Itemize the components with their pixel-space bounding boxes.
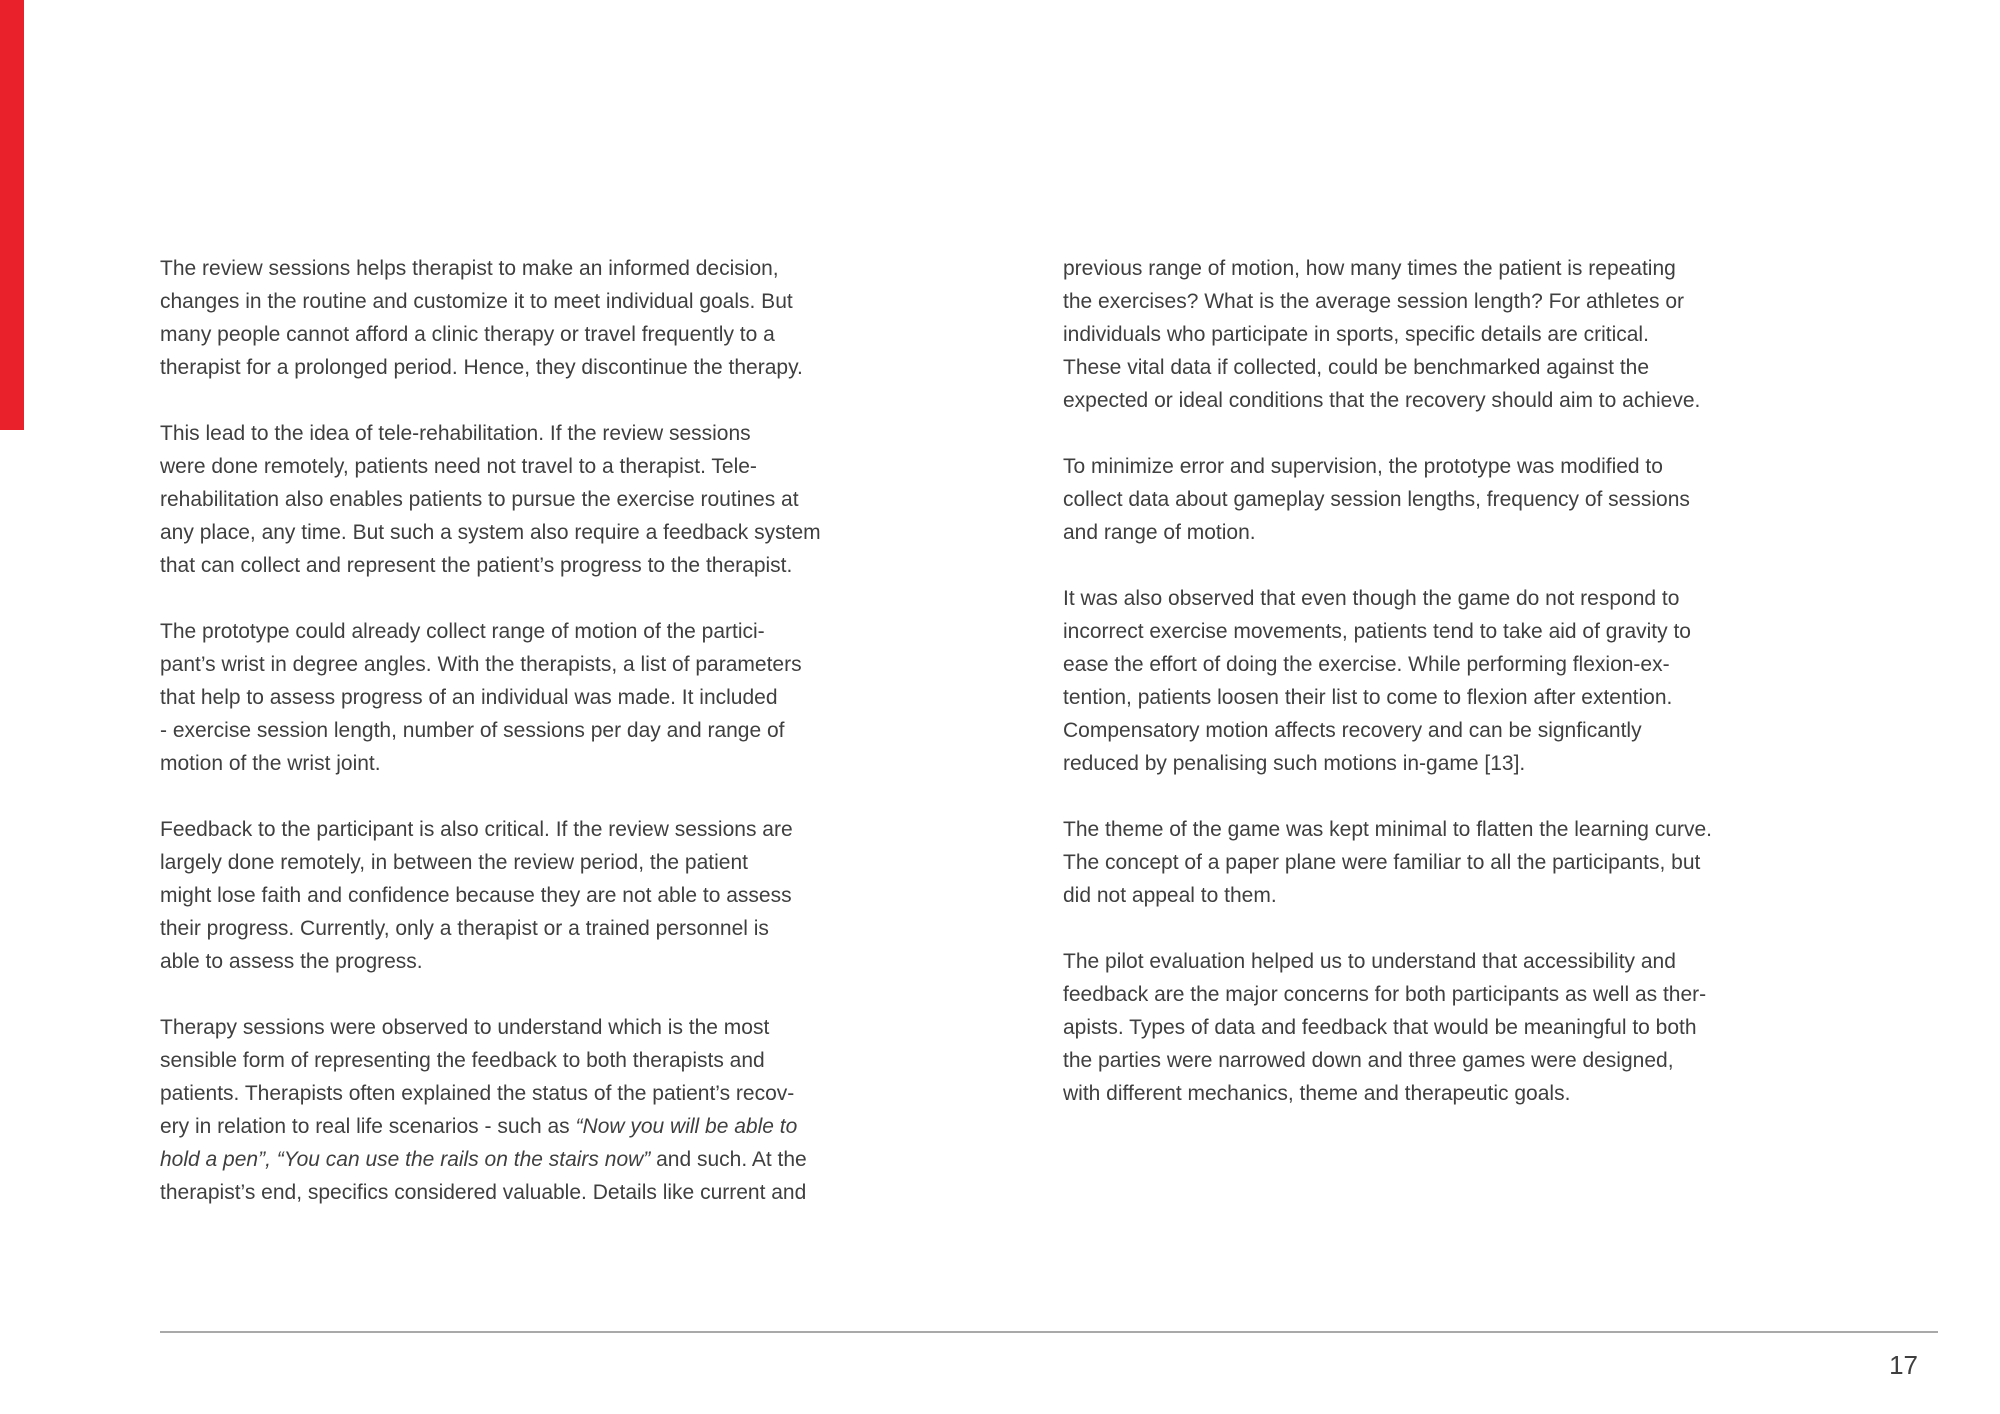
body-text: and such. At the [650,1148,807,1171]
paragraph [1063,945,1925,1110]
body-text: patients. Therapists often explained the status of the patient’s recov- [160,1082,795,1105]
page-number: 17 [1889,1350,1918,1380]
body-text: The pilot evaluation helped us to understand that accessibility and [1063,950,1676,973]
quote-text: hold a pen”, “You can use the rails on the stairs now” [160,1148,651,1171]
body-text: ease the effort of doing the exercise. While performing flexion-ex- [1063,653,1670,676]
body-text: might lose faith and confidence because they are not able to assess [160,884,792,907]
body-text: their progress. Currently, only a therapist or a trained personnel is [160,917,769,940]
body-text: incorrect exercise movements, patients tend to take aid of gravity to [1063,620,1691,643]
body-text: pant’s wrist in degree angles. With the therapists, a list of parameters [160,653,802,676]
paragraph [1063,582,1925,780]
body-text: The review sessions helps therapist to make an informed decision, [160,257,779,280]
body-text: motion of the wrist joint. [160,752,381,775]
body-text: Compensatory motion affects recovery and can be signficantly [1063,719,1642,742]
paragraph [160,417,1005,582]
body-text: tention, patients loosen their list to come to flexion after extention. [1063,686,1673,709]
body-text: did not appeal to them. [1063,884,1277,907]
body-text: largely done remotely, in between the review period, the patient [160,851,748,874]
paragraph [160,813,1005,978]
spine-accent-stripe [0,0,24,430]
body-text: To minimize error and supervision, the prototype was modified to [1063,455,1663,478]
body-text: It was also observed that even though the game do not respond to [1063,587,1680,610]
body-text: many people cannot afford a clinic therapy or travel frequently to a [160,323,775,346]
body-text: previous range of motion, how many times the patient is repeating [1063,257,1676,280]
paragraph [1063,450,1925,549]
paragraph [1063,252,1925,417]
body-text: that help to assess progress of an individual was made. It included [160,686,778,709]
body-text: feedback are the major concerns for both participants as well as ther- [1063,983,1707,1006]
body-text: The prototype could already collect range of motion of the partici- [160,620,765,643]
paragraph [1063,813,1925,912]
body-text: changes in the routine and customize it to meet individual goals. But [160,290,793,313]
body-text: The theme of the game was kept minimal to flatten the learning curve. [1063,818,1713,841]
text-column-right [1063,252,1925,1110]
quote-text: “Now you will be able to [575,1115,798,1138]
body-text: Feedback to the participant is also critical. If the review sessions are [160,818,793,841]
body-text: reduced by penalising such motions in-game [13]. [1063,752,1526,775]
body-text: the parties were narrowed down and three games were designed, [1063,1049,1674,1072]
body-text: therapist for a prolonged period. Hence, they discontinue the therapy. [160,356,803,379]
body-text: Therapy sessions were observed to understand which is the most [160,1016,770,1039]
body-text: rehabilitation also enables patients to pursue the exercise routines at [160,488,799,511]
paragraph [160,615,1005,780]
paragraph [160,252,1005,384]
body-text: and range of motion. [1063,521,1256,544]
body-text: sensible form of representing the feedback to both therapists and [160,1049,765,1072]
body-text: individuals who participate in sports, specific details are critical. [1063,323,1649,346]
body-text: the exercises? What is the average session length? For athletes or [1063,290,1684,313]
body-text: were done remotely, patients need not travel to a therapist. Tele- [160,455,757,478]
footer-rule [160,1331,1938,1333]
text-column-left [160,252,1005,1209]
body-text: apists. Types of data and feedback that would be meaningful to both [1063,1016,1697,1039]
body-text: that can collect and represent the patient’s progress to the therapist. [160,554,793,577]
page-number-row [160,1348,1938,1382]
body-text: therapist’s end, specifics considered valuable. Details like current and [160,1181,807,1204]
body-text: These vital data if collected, could be benchmarked against the [1063,356,1650,379]
body-text: collect data about gameplay session lengths, frequency of sessions [1063,488,1690,511]
body-text: ery in relation to real life scenarios - such as [160,1115,576,1138]
body-text: expected or ideal conditions that the recovery should aim to achieve. [1063,389,1701,412]
body-text: This lead to the idea of tele-rehabilitation. If the review sessions [160,422,751,445]
paragraph [160,1011,1005,1209]
body-text: with different mechanics, theme and therapeutic goals. [1063,1082,1571,1105]
body-text: The concept of a paper plane were familiar to all the participants, but [1063,851,1701,874]
body-text: - exercise session length, number of sessions per day and range of [160,719,785,742]
body-text: able to assess the progress. [160,950,423,973]
body-text: any place, any time. But such a system also require a feedback system [160,521,821,544]
